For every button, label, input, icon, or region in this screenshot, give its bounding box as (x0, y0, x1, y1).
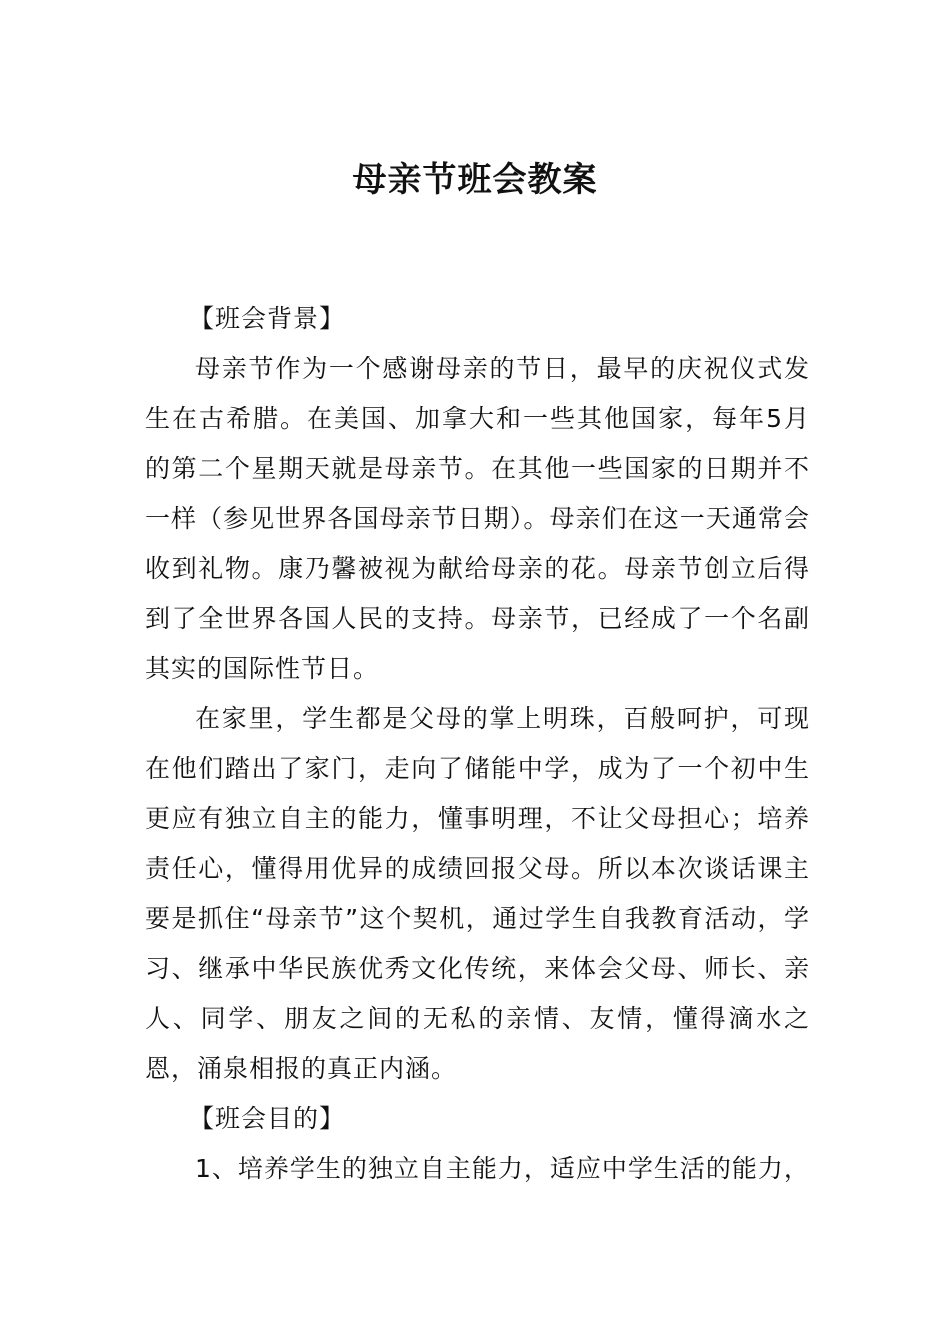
document-title: 母亲节班会教案 (352, 160, 598, 200)
paragraph-background-2: 在家里，学生都是父母的掌上明珠，百般呵护，可现在他们踏出了家门，走向了储能中学，成为了一个初中生更应有独立自主的能力，懂事明理，不让父母担心；培养责任心，懂得用优异的成绩回报父母。所以本次谈话课主要是抓住“母亲节”这个契机，通过学生自我教育活动，学习、继承中华民族优秀文化传统，来体会父母、师长、亲人、同学、朋友之间的无私的亲情、友情，懂得滴水之恩，涌泉相报的真正内涵。 (145, 704, 810, 1083)
document-body (145, 294, 810, 1194)
section-heading-background: 【班会背景】 (189, 304, 346, 333)
paragraph-background-1: 母亲节作为一个感谢母亲的节日，最早的庆祝仪式发生在古希腊。在美国、加拿大和一些其他国家，每年5月的第二个星期天就是母亲节。在其他一些国家的日期并不一样（参见世界各国母亲节日期）。母亲们在这一天通常会收到礼物。康乃馨被视为献给母亲的花。母亲节创立后得到了全世界各国人民的支持。母亲节，已经成了一个名副其实的国际性节日。 (145, 354, 810, 683)
paragraph-purpose-1: 1、培养学生的独立自主能力，适应中学生活的能力， (195, 1154, 810, 1183)
section-heading-purpose: 【班会目的】 (189, 1104, 346, 1133)
